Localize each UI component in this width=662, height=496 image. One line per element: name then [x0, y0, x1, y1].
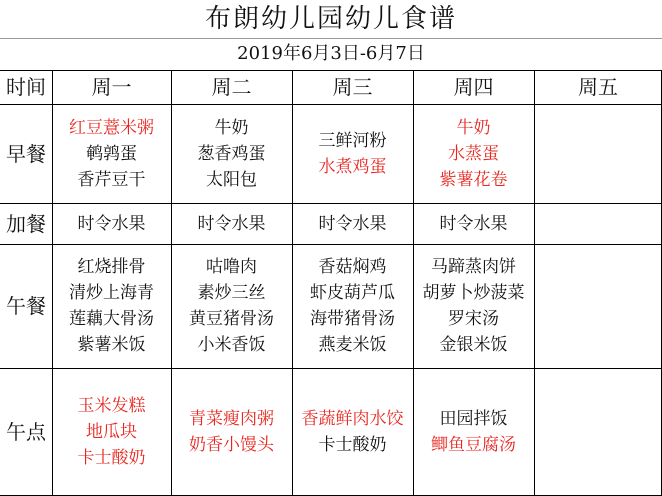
menu-item: 小米香饭 [197, 335, 266, 355]
menu-cell-snack-fri [534, 203, 662, 244]
header-time: 时间 [6, 75, 46, 99]
meal-label-breakfast: 早餐 [6, 141, 46, 166]
menu-cell-lunch-mon [52, 244, 171, 368]
menu-item: 紫薯花卷 [439, 169, 508, 190]
meal-label-snack: 加餐 [6, 211, 46, 236]
menu-item: 海带猪骨汤 [310, 309, 395, 329]
menu-item: 时令水果 [197, 213, 266, 234]
menu-item: 香芹豆干 [77, 169, 146, 190]
header-day-thu: 周四 [453, 75, 494, 99]
menu-item: 胡萝卜炒菠菜 [422, 283, 525, 303]
header-day-mon: 周一 [91, 75, 132, 99]
menu-item: 时令水果 [318, 213, 387, 234]
menu-cell-breakfast-mon [52, 104, 171, 203]
menu-item: 香菇焖鸡 [318, 257, 387, 277]
menu-cell-breakfast-tue [171, 104, 292, 203]
menu-item: 牛奶 [214, 117, 249, 138]
menu-cell-afternoon-fri [534, 368, 662, 496]
menu-item: 水煮鸡蛋 [318, 156, 387, 177]
page-title: 布朗幼儿园幼儿食谱 [204, 4, 457, 34]
menu-cell-breakfast-fri [534, 104, 662, 203]
menu-cell-snack-thu [413, 203, 534, 244]
meal-label-afternoon: 午点 [6, 420, 46, 444]
header-day-tue: 周二 [211, 75, 252, 99]
menu-item: 红烧排骨 [77, 257, 146, 277]
grid-line-horizontal [0, 38, 662, 39]
header-day-wed: 周三 [332, 75, 373, 99]
menu-item: 水蒸蛋 [448, 143, 499, 164]
header-day-fri: 周五 [578, 75, 618, 99]
menu-item: 地瓜块 [86, 422, 137, 442]
menu-item: 金银米饭 [439, 335, 508, 355]
menu-item: 鲫鱼豆腐汤 [431, 435, 516, 455]
menu-item: 三鲜河粉 [318, 130, 387, 151]
menu-item: 香蔬鲜肉水饺 [301, 409, 404, 429]
menu-item: 卡士酸奶 [318, 435, 387, 455]
menu-item: 清炒上海青 [69, 283, 154, 303]
menu-item: 马蹄蒸肉饼 [431, 257, 516, 277]
menu-item: 葱香鸡蛋 [197, 143, 266, 164]
menu-item: 奶香小馒头 [189, 435, 274, 455]
menu-cell-breakfast-wed [292, 104, 413, 203]
menu-item: 玉米发糕 [77, 396, 146, 416]
menu-cell-snack-tue [171, 203, 292, 244]
menu-item: 卡士酸奶 [77, 448, 146, 468]
menu-cell-afternoon-wed [292, 368, 413, 496]
menu-item: 鹌鹑蛋 [86, 143, 137, 164]
menu-item: 紫薯米饭 [77, 335, 146, 355]
menu-item: 红豆薏米粥 [69, 117, 154, 138]
menu-item: 牛奶 [456, 117, 491, 138]
menu-cell-lunch-wed [292, 244, 413, 368]
menu-cell-snack-wed [292, 203, 413, 244]
menu-cell-afternoon-mon [52, 368, 171, 496]
menu-cell-breakfast-thu [413, 104, 534, 203]
menu-cell-afternoon-thu [413, 368, 534, 496]
menu-item: 太阳包 [206, 169, 257, 190]
menu-item: 咕噜肉 [206, 257, 257, 277]
menu-item: 罗宋汤 [448, 309, 499, 329]
menu-item: 时令水果 [77, 213, 146, 234]
date-range: 2019年6月3日-6月7日 [237, 43, 425, 64]
menu-cell-lunch-tue [171, 244, 292, 368]
menu-item: 莲藕大骨汤 [69, 309, 154, 329]
menu-item: 素炒三丝 [197, 283, 266, 303]
menu-item: 时令水果 [439, 213, 508, 234]
menu-item: 虾皮葫芦瓜 [310, 283, 395, 303]
meal-label-lunch: 午餐 [6, 294, 46, 318]
menu-cell-snack-mon [52, 203, 171, 244]
menu-cell-afternoon-tue [171, 368, 292, 496]
menu-item: 田园拌饭 [439, 409, 508, 429]
menu-cell-lunch-fri [534, 244, 662, 368]
menu-item: 黄豆猪骨汤 [189, 309, 274, 329]
menu-item: 青菜瘦肉粥 [189, 409, 274, 429]
menu-cell-lunch-thu [413, 244, 534, 368]
menu-item: 燕麦米饭 [318, 335, 387, 355]
